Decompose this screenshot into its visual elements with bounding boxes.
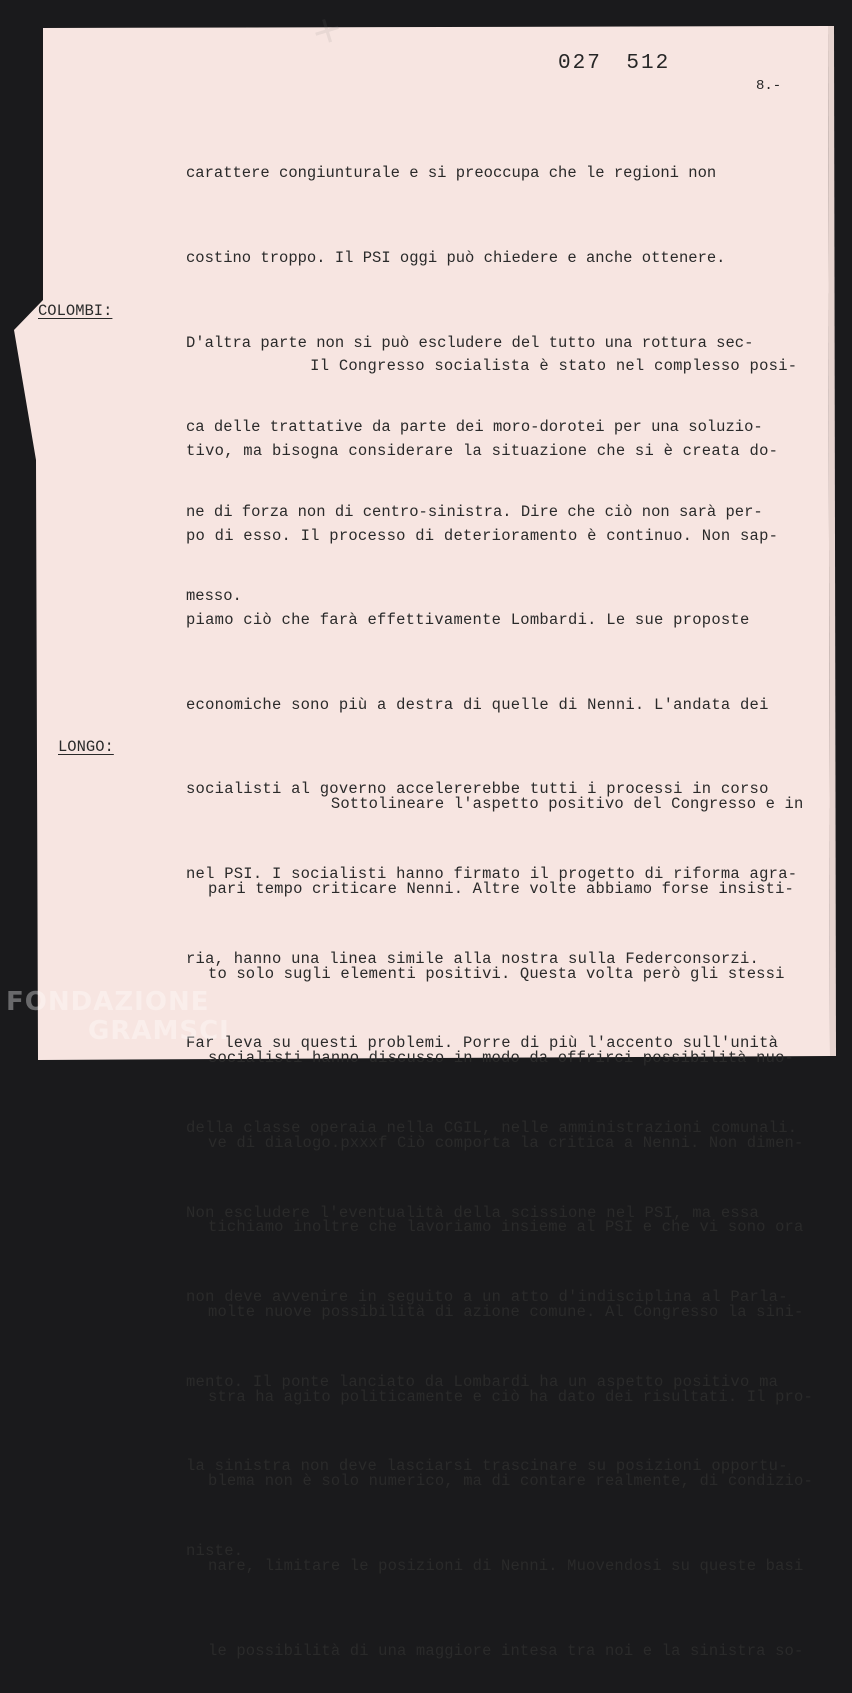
text-line: non deve avvenire in seguito a un atto d'indisciplina al Parla- (186, 1288, 788, 1307)
text-line: le possibilità di una maggiore intesa tra noi e la sinistra so- (208, 1641, 804, 1660)
faint-stamp: ✕ (303, 10, 355, 54)
text-line: pari tempo criticare Nenni. Altre volte abbiamo forse insisti- (208, 880, 794, 899)
text-line: ne di forza non di centro-sinistra. Dire che ciò non sarà per- (186, 502, 763, 521)
text-line: niste. (186, 1541, 244, 1560)
text-line: ve di dialogo.pxxxf Ciò comporta la critica a Nenni. Non dimen- (208, 1133, 804, 1152)
text-line: socialisti al governo accelererebbe tutti i processi in corso (186, 780, 769, 799)
text-line: mento. Il ponte lanciato da Lombardi ha un aspetto positivo ma (186, 1372, 779, 1391)
text-line: tichiamo inoltre che lavoriamo insieme al PSI e che vi sono ora (208, 1218, 804, 1237)
text-line: socialisti hanno discusso in modo da offrirci possibilità nuo- (208, 1049, 794, 1068)
text-line: blema non è solo numerico, ma di contare realmente, di condizio- (208, 1472, 813, 1491)
text-line: ria, hanno una linea simile alla nostra sulla Federconsorzi. (186, 949, 760, 968)
text-line: nel PSI. I socialisti hanno firmato il progetto di riforma agra- (186, 865, 798, 884)
text-line: Il Congresso socialista è stato nel complesso posi- (186, 357, 798, 376)
document-number: 027 512 (558, 52, 671, 75)
text-line: economiche sono più a destra di quelle di Nenni. L'andata dei (186, 695, 769, 714)
longo-paragraph (208, 734, 813, 1693)
text-line: costino troppo. Il PSI oggi può chiedere e anche ottenere. (186, 249, 726, 268)
watermark-line-1: FONDAZIONE (6, 987, 210, 1017)
text-line: piamo ciò che farà effettivamente Lombardi. Le sue proposte (186, 611, 750, 630)
text-line: po di esso. Il processo di deterioramento è continuo. Non sap- (186, 526, 779, 545)
text-line: carattere congiunturale e si preoccupa che le regioni non (186, 164, 717, 183)
text-line: ca delle trattative da parte dei moro-dorotei per una soluzio- (186, 418, 763, 437)
page-number: 8.- (756, 78, 782, 94)
text-line: molte nuove possibilità di azione comune. Al Congresso la sini- (208, 1303, 804, 1322)
text-line: D'altra parte non si può escludere del tutto una rottura sec- (186, 333, 754, 352)
watermark-line-2: GRAMSCI (88, 1016, 230, 1046)
text-line: Far leva su questi problemi. Porre di più l'accento sull'unità (186, 1034, 779, 1053)
text-line: della classe operaia nella CGIL, nelle amministrazioni comunali. (186, 1118, 798, 1137)
text-line: tivo, ma bisogna considerare la situazione che si è creata do- (186, 442, 779, 461)
text-line: to solo sugli elementi positivi. Questa volta però gli stessi (208, 964, 785, 983)
text-line: Sottolineare l'aspetto positivo del Congresso e in (208, 795, 804, 814)
text-line: Non escludere l'eventualità della scissione nel PSI, ma essa (186, 1203, 760, 1222)
text-line: la sinistra non deve lasciarsi trascinare su posizioni opportu- (186, 1457, 788, 1476)
fondazione-gramsci-watermark (6, 988, 230, 1046)
text-line: messo. (186, 587, 242, 606)
text-line: nare, limitare le posizioni di Nenni. Muovendosi su queste basi (208, 1556, 804, 1575)
speaker-colombi: COLOMBI: (38, 302, 113, 320)
text-line: stra ha agito politicamente e ciò ha dato dei risultati. Il pro- (208, 1387, 813, 1406)
speaker-longo: LONGO: (58, 738, 114, 756)
